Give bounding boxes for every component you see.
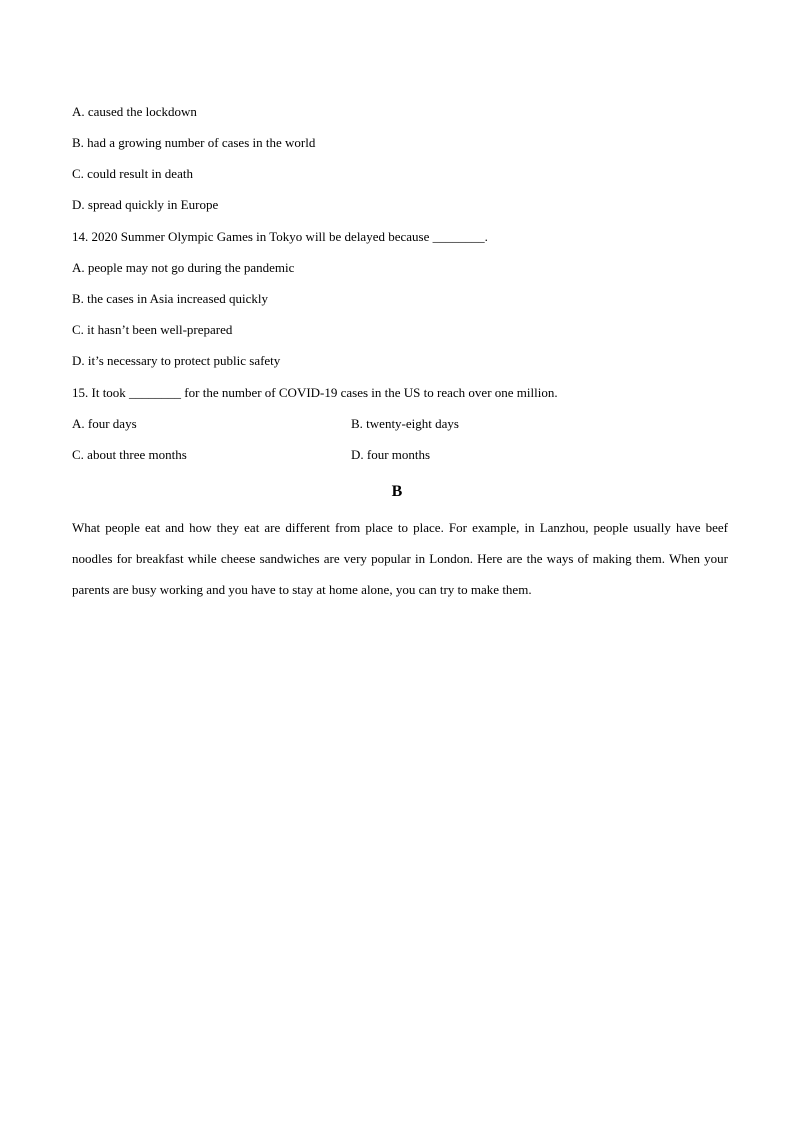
section-b-heading: B xyxy=(391,483,403,500)
q14-option-d: D. it’s necessary to protect public safety xyxy=(72,353,281,368)
q15-option-c: C. about three months xyxy=(72,447,187,462)
q14-option-b: B. the cases in Asia increased quickly xyxy=(72,291,269,306)
q13-option-a: A. caused the lockdown xyxy=(72,104,197,119)
q15-option-d: D. four months xyxy=(351,447,431,462)
q13-option-c: C. could result in death xyxy=(72,166,193,181)
q15-option-a: A. four days xyxy=(72,416,137,431)
section-b-paragraph: What people eat and how they eat are different from place to place. For example, in Lanzhou, people usually have beef noodles for breakfast while cheese sandwiches are very popular in London. Here are the ways of making them. When your parents are busy working and you have to stay at home alone, you can try to make them. xyxy=(72,520,728,597)
q13-option-b: B. had a growing number of cases in the world xyxy=(72,135,316,150)
q14-option-a: A. people may not go during the pandemic xyxy=(72,260,295,275)
q14-stem: 14. 2020 Summer Olympic Games in Tokyo will be delayed because ________. xyxy=(72,229,488,244)
q15-stem: 15. It took ________ for the number of COVID-19 cases in the US to reach over one million. xyxy=(72,385,558,400)
q13-option-d: D. spread quickly in Europe xyxy=(72,197,219,212)
q15-option-b: B. twenty-eight days xyxy=(351,416,459,431)
q14-option-c: C. it hasn’t been well-prepared xyxy=(72,322,233,337)
